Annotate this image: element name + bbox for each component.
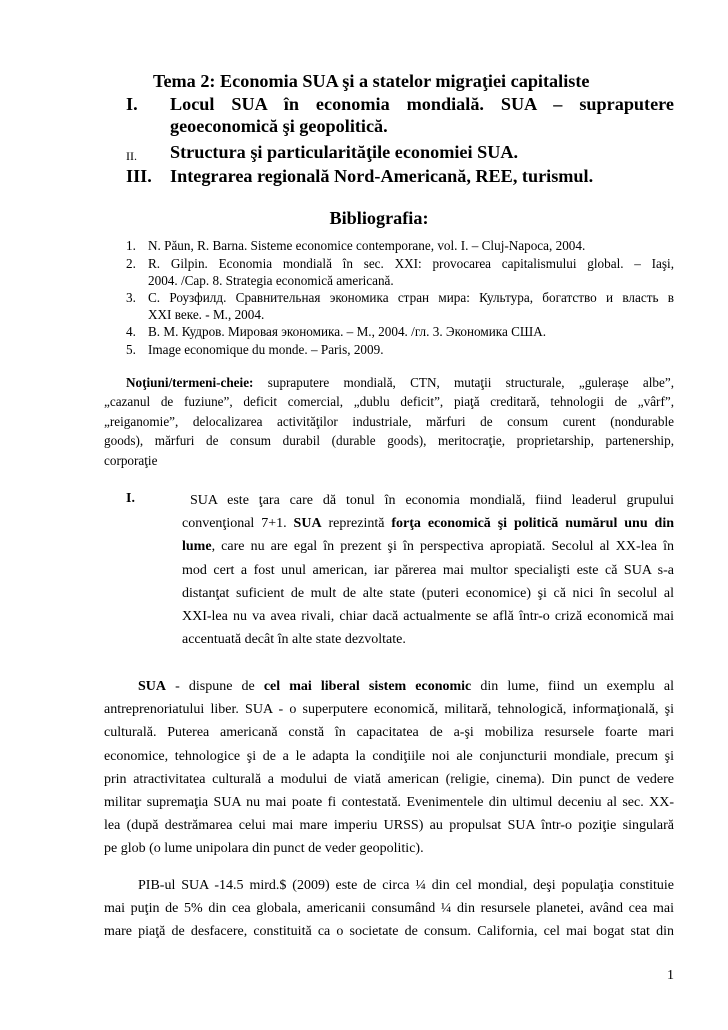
text-run: , care nu are egal în prezent şi în perspectiva apropiată. Secolul al XX-lea în [211, 539, 674, 555]
text-run: cel mai liberal sistem economic [263, 679, 472, 694]
paragraph-line: mai puţin de 5% din cea globala, americanii consumând ¼ din resursele planetei, având cea mai [104, 901, 674, 917]
key-terms-line: „cazanul de fuziune”, deficit comercial, „dublu deficit”, piaţă creditară, tehnologii de „vârf”, [104, 394, 674, 410]
paragraph-line: culturală. Puterea americană constă în capacitatea de a-şi mobiliza resursele foarte mari [104, 725, 674, 741]
page-number: 1 [667, 968, 674, 983]
key-terms-line [104, 373, 674, 392]
outline-item-1 [126, 93, 674, 137]
bibliography-text: Image economique du monde. – Paris, 2009. [148, 342, 384, 357]
text-run: este ţara care dă tonul în economia mondială, fiind leaderul grupului [227, 493, 675, 508]
paragraph-line [104, 675, 674, 698]
outline-text-line: Locul SUA în economia mondială. SUA – supraputere [170, 94, 674, 114]
text-run: din lume, fiind un exemplu al [471, 679, 674, 694]
outline-item-3 [126, 165, 674, 187]
paragraph-line: accentuată decât în alte state dezvoltate. [182, 632, 406, 648]
paragraph-line: economice, tehnologice şi de a le adapta la condiţiile noi ale conjuncturii mondiale, precum şi [104, 748, 674, 764]
outline-number: II. [126, 149, 137, 163]
text-run: - dispune de [166, 679, 264, 694]
bibliography-text: С. Роузфилд. Сравнительная экономика стран мира: Культура, богатство и власть в [148, 290, 674, 305]
bibliography-number: 3. [126, 290, 136, 305]
bibliography-item [126, 289, 674, 323]
paragraph-line: militar supremaţia SUA nu mai poate fi contestată. Evenimentele din ultimul deceniu al sec. XX- [104, 794, 674, 810]
bibliography-item [126, 255, 674, 289]
bibliography-number: 5. [126, 342, 136, 357]
paragraph-line: pe glob (o lume unipolara din punct de veder geopolitic). [104, 841, 424, 857]
outline-text-line: geoeconomică şi geopolitică. [170, 116, 388, 136]
section-1-paragraph [182, 489, 674, 651]
bibliography-text: XXI веке. - М., 2004. [148, 307, 265, 322]
text-run: SUA [293, 516, 322, 532]
text-run: reprezintă [328, 516, 385, 532]
text-run: SUA [138, 679, 167, 694]
key-terms-text: supraputere mondială, CTN, mutaţii structurale, „gulerașe albe”, [267, 375, 675, 390]
paragraph-line [182, 512, 674, 535]
key-terms-line: corporaţie [104, 452, 158, 468]
paragraph-line: prin atractivitatea culturală a modului de viată american (religie, cinema). Din punct de vedere [104, 771, 674, 787]
paragraph-1 [104, 675, 674, 861]
paragraph-line: distanţat suficient de mult de alte state (puteri economice) şi că nici în secolul al [182, 585, 674, 601]
key-terms-paragraph [104, 373, 674, 470]
paragraph-line: mod cert a fost unul american, iar părerea mai multor specialişti este că SUA s-a [182, 562, 674, 578]
paragraph-line: antreprenoriatului liber. SUA - o superputere economică, militară, tehnologică, informaţională, şi [104, 702, 674, 718]
key-terms-line: „reiganomie”, delocalizarea activităţilor industriale, mărfuri de consum curent (nondurable [104, 413, 674, 429]
paragraph-line [182, 489, 674, 512]
paragraph-line: lea (după destrămarea celui mai mare imperiu URSS) au propulsat SUA într-o poziţie singulară [104, 818, 674, 834]
outline-text-line: Structura şi particularităţile economiei SUA. [170, 142, 519, 162]
outline-number: III. [126, 166, 152, 186]
document-title: Tema 2: Economia SUA şi a statelor migraţiei capitaliste [153, 71, 590, 91]
bibliography-text: В. М. Кудров. Мировая экономика. – М., 2004. /гл. 3. Экономика США. [148, 324, 547, 339]
paragraph-line: mare piaţă de desfacere, constituită ca o societate de consum. California, cel mai bogat stat din [104, 924, 674, 940]
outline-text-line: Integrarea regională Nord-Americană, REE, turismul. [170, 166, 594, 186]
paragraph-line: PIB-ul SUA -14.5 mird.$ (2009) este de circa ¼ din cel mondial, deşi populaţia constituie [138, 878, 674, 893]
outline-item-2 [126, 141, 674, 163]
key-terms-line: goods), mărfuri de consum durabil (durable goods), meritocraţie, proprietarship, partenership, [104, 433, 674, 449]
paragraph-line: XXI-lea nu va avea rivali, chiar dacă actualmente se află într-o criză economică mai [182, 608, 674, 624]
section-number: I. [126, 491, 135, 506]
bibliography-heading: Bibliografia: [329, 208, 429, 228]
text-run: lume [182, 539, 212, 555]
outline-number: I. [126, 94, 138, 114]
text-run: SUA [190, 493, 218, 508]
bibliography-number: 4. [126, 324, 136, 339]
bibliography-text: N. Păun, R. Barna. Sisteme economice contemporane, vol. I. – Cluj-Napoca, 2004. [148, 238, 586, 253]
key-terms-label: Noţiuni/termeni-cheie: [126, 375, 254, 390]
paragraph-2 [104, 874, 674, 944]
bibliography-number: 2. [126, 256, 136, 271]
text-run: convenţional 7+1. [182, 516, 287, 532]
bibliography-number: 1. [126, 238, 136, 253]
bibliography-text: 2004. /Cap. 8. Strategia economică americană. [148, 273, 394, 288]
text-run: forţa economică şi politică numărul unu din [391, 516, 674, 532]
paragraph-line [182, 535, 674, 558]
bibliography-text: R. Gilpin. Economia mondială în sec. XXI: provocarea capitalismului global. – Iaşi, [148, 256, 674, 271]
